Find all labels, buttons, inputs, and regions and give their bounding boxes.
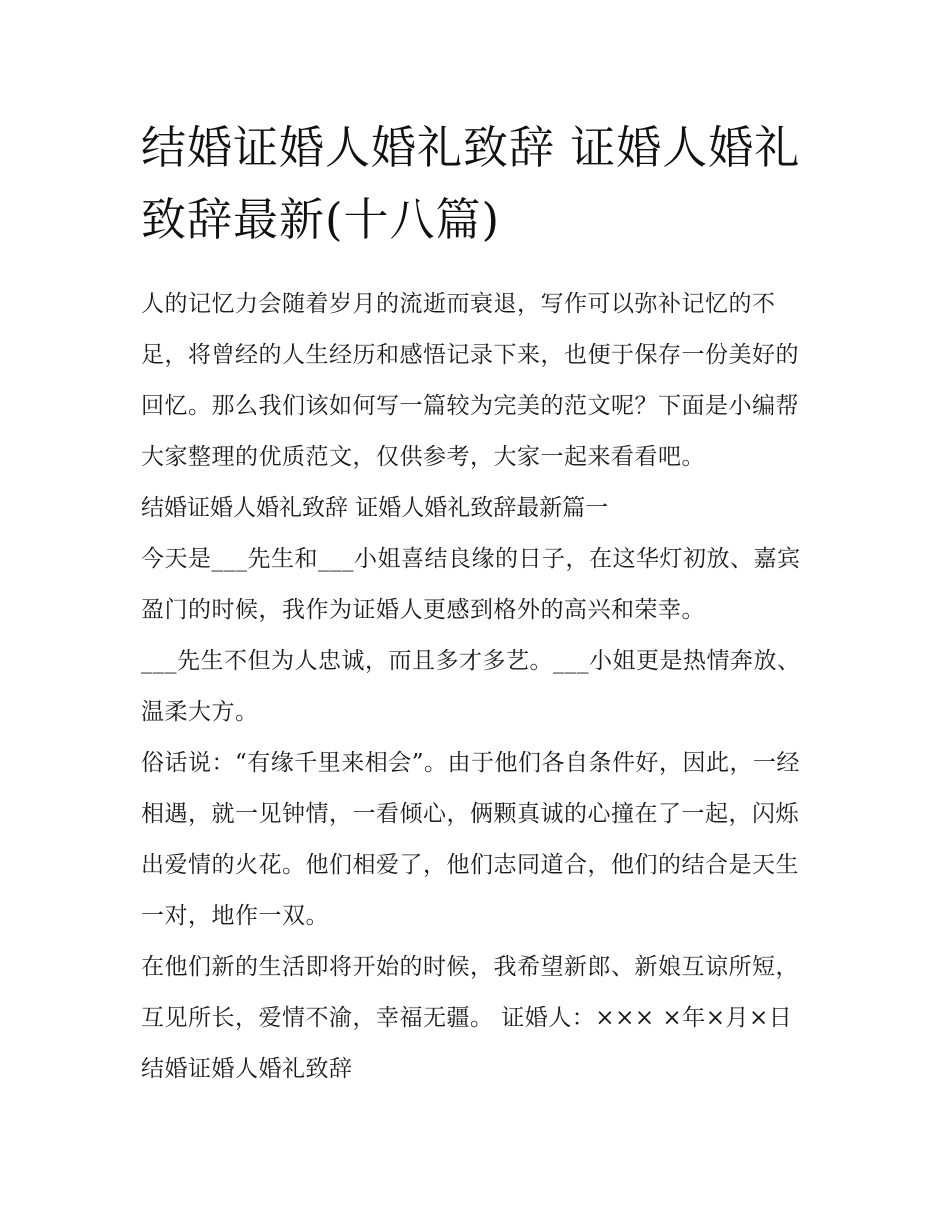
section-heading: 结婚证婚人婚礼致辞 证婚人婚礼致辞最新篇一 [141, 495, 609, 521]
body-paragraph: 今天是___先生和___小姐喜结良缘的日子，在这华灯初放、嘉宾盈门的时候，我作为证婚人更感到格外的高兴和荣幸。 [141, 546, 801, 623]
body-paragraph: 俗话说：“有缘千里来相会”。由于他们各自条件好，因此，一经相遇，就一见钟情，一看倾心，俩颗真诚的心撞在了一起，闪烁出爱情的火花。他们相爱了，他们志同道合，他们的结合是天生一对，地作一双。 [141, 750, 801, 929]
body-paragraph: ___先生不但为人忠诚，而且多才多艺。___小姐更是热情奔放、温柔大方。 [141, 648, 801, 725]
document-title: 结婚证婚人婚礼致辞 证婚人婚礼致辞最新(十八篇) [141, 121, 801, 246]
document-body [141, 279, 821, 1095]
body-paragraph: 在他们新的生活即将开始的时候，我希望新郎、新娘互谅所短，互见所长，爱情不渝，幸福无疆。 证婚人：××× ×年×月×日 结婚证婚人婚礼致辞 [141, 954, 799, 1082]
intro-paragraph: 人的记忆力会随着岁月的流逝而衰退，写作可以弥补记忆的不足，将曾经的人生经历和感悟记录下来，也便于保存一份美好的回忆。那么我们该如何写一篇较为完美的范文呢？下面是小编帮大家整理的优质范文，仅供参考，大家一起来看看吧。 [141, 291, 799, 470]
